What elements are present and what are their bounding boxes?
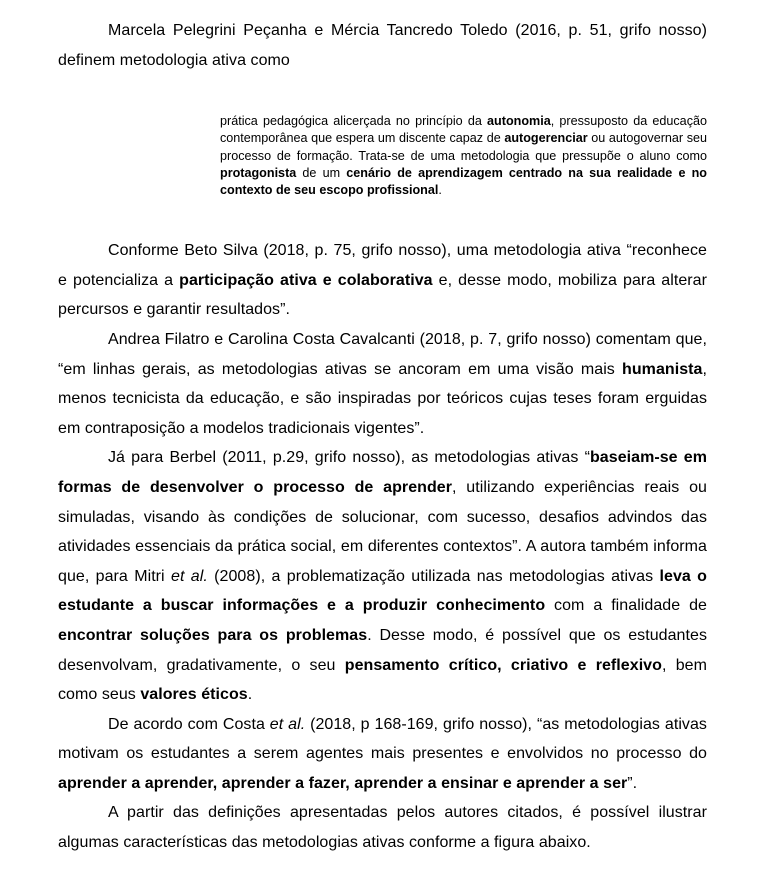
paragraph-bold: aprender a aprender, aprender a fazer, aprender a ensinar e aprender a ser (58, 774, 628, 792)
block-quote (220, 113, 707, 199)
quote-bold: cenário de aprendizagem centrado na sua realidade e no contexto de seu escopo profissional (220, 165, 708, 197)
paragraph-bold: humanista (622, 360, 703, 378)
paragraph-text: . (247, 686, 253, 704)
paragraph-text: , bem como seus (58, 656, 708, 704)
paragraph-bold: leva o estudante a buscar informações e a produzir conhecimento (58, 567, 708, 615)
paragraph-text: Já para Berbel (2011, p.29, grifo nosso), as metodologias ativas “ (108, 449, 590, 467)
paragraph-berbel (58, 443, 707, 709)
paragraph-silva (58, 236, 707, 325)
paragraph-filatro (58, 325, 707, 443)
quote-bold: protagonista (220, 165, 297, 180)
quote-text: ou autogovernar seu processo de formação. Trata-se de uma metodologia que pressupõe o aluno como (220, 131, 708, 163)
paragraph-text: Conforme Beto Silva (2018, p. 75, grifo nosso), uma metodologia ativa “reconhece e potencializa a (58, 242, 707, 289)
paragraph-text: (2018, p 168-169, grifo nosso), “as metodologias ativas motivam os estudantes a serem agentes mais presentes e envolvidos no processo do (58, 715, 707, 763)
paragraph-final (58, 798, 707, 857)
paragraph-text: , menos tecnicista da educação, e são inspiradas por teóricos cujas teses foram erguidas em contraposição a modelos tradicionais vigentes”. (58, 360, 707, 437)
quote-text: , pressuposto da educação contemporânea que espera um discente capaz de (220, 114, 707, 146)
paragraph-text: com a finalidade de (545, 597, 707, 615)
paragraph-bold: encontrar soluções para os problemas (58, 626, 368, 644)
intro-paragraph (58, 16, 707, 75)
paragraph-text: De acordo com Costa (108, 715, 270, 733)
paragraph-italic: et al. (269, 715, 306, 733)
paragraph-text: ”. (627, 774, 638, 792)
paragraph-bold: valores éticos (140, 686, 248, 704)
paragraph-costa (58, 710, 707, 799)
paragraph-bold: participação ativa e colaborativa (179, 271, 433, 289)
quote-bold: autogerenciar (504, 131, 588, 146)
document-page (58, 16, 707, 858)
quote-bold: autonomia (487, 114, 551, 129)
quote-text: . (438, 183, 442, 197)
paragraph-text: e, desse modo, mobiliza para alterar percursos e garantir resultados”. (58, 271, 708, 319)
intro-text: Marcela Pelegrini Peçanha e Mércia Tancredo Toledo (2016, p. 51, grifo nosso) definem metodologia ativa como (58, 22, 707, 69)
paragraph-text: Andrea Filatro e Carolina Costa Cavalcanti (2018, p. 7, grifo nosso) comentam que, “em linhas gerais, as metodologias ativas se ancoram em uma visão mais (58, 330, 707, 378)
paragraph-bold: pensamento crítico, criativo e reflexivo (344, 656, 662, 674)
paragraph-text: (2008), a problematização utilizada nas metodologias ativas (207, 567, 660, 585)
quote-text: de um (296, 165, 347, 180)
paragraph-italic: et al. (171, 567, 208, 585)
paragraph-text: . Desse modo, é possível que os estudantes desenvolvam, gradativamente, o seu (58, 626, 707, 674)
paragraph-text: A partir das definições apresentadas pelos autores citados, é possível ilustrar algumas características das metodologias ativas conforme a figura abaixo. (58, 804, 707, 852)
quote-text: prática pedagógica alicerçada no princípio da (220, 114, 488, 129)
paragraph-text: , utilizando experiências reais ou simuladas, visando às condições de solucionar, com sucesso, desafios advindos das atividades essenciais da prática social, em diferentes contextos”. A autora também informa que, para Mitri (58, 478, 707, 585)
paragraph-bold: baseiam-se em formas de desenvolver o processo de aprender (58, 449, 708, 496)
